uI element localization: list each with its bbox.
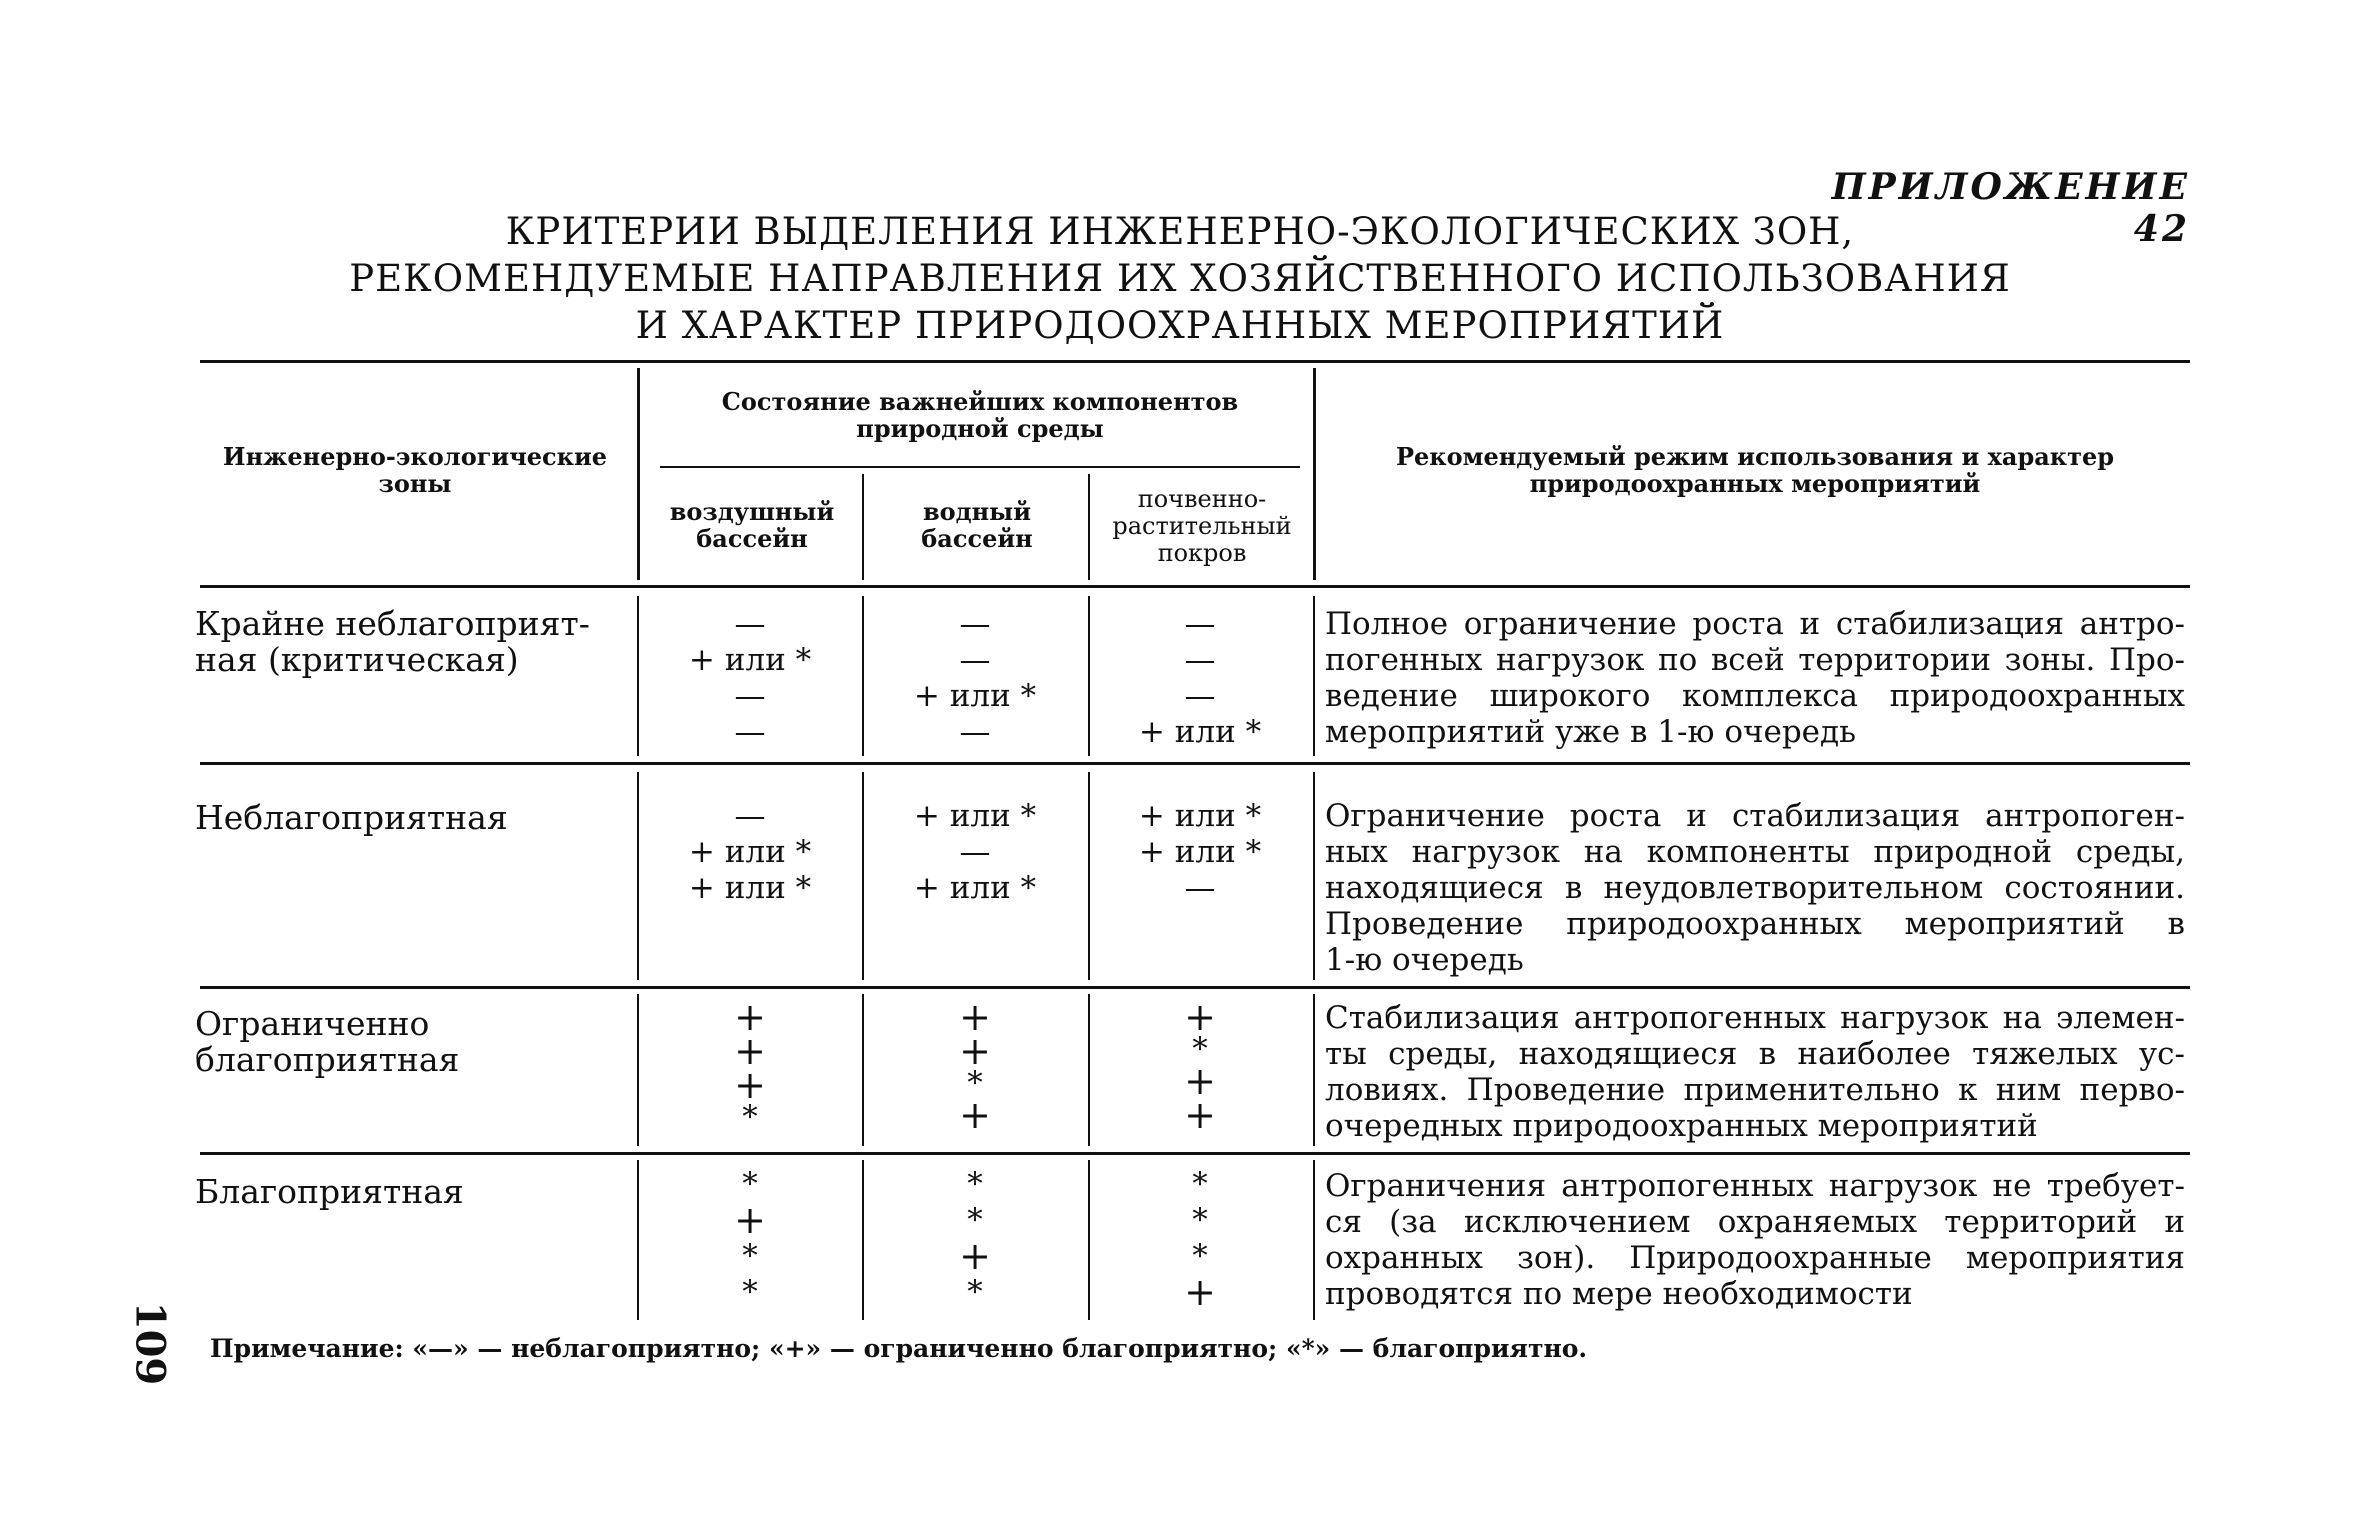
column-rule	[1088, 1160, 1090, 1320]
column-rule	[862, 474, 864, 580]
column-rule	[862, 994, 864, 1146]
table-top-rule	[200, 360, 2190, 363]
title-line: КРИТЕРИИ ВЫДЕЛЕНИЯ ИНЖЕНЕРНО-ЭКОЛОГИЧЕСКИХ ЗОН,	[505, 210, 1855, 253]
zone-label: Крайне неблагоприят- ная (критическая)	[195, 604, 590, 679]
page-title	[300, 208, 2060, 349]
column-rule	[1313, 772, 1315, 980]
column-rule	[1088, 994, 1090, 1146]
title-line: И ХАРАКТЕР ПРИРОДООХРАННЫХ МЕРОПРИЯТИЙ	[635, 304, 1725, 347]
recommendation-text: Стабилизация антропогенных нагрузок на элемен- ты среды, находящиеся в наиболее тяжелых ус- ловиях. Проведение применительно к ним перво- очередных природоохранных мероприятий	[1325, 1000, 2185, 1144]
header-water: водный бассейн	[921, 497, 1033, 553]
air-marks: * + * *	[734, 1166, 766, 1310]
recommendation-text: Ограничение роста и стабилизация антропоген- ных нагрузок на компоненты природной среды, находящиеся в неудовлетворительном состоянии. Проведение природоохранных мероприятий в 1-ю очередь	[1325, 798, 2185, 978]
zone-label: Неблагоприятная	[195, 798, 508, 837]
column-rule	[637, 772, 639, 980]
soil-marks: * * * +	[1184, 1166, 1216, 1314]
footnote: Примечание: «—» — неблагоприятно; «+» — ограниченно благоприятно; «*» — благоприятно.	[210, 1334, 1588, 1363]
soil-marks: + * + +	[1184, 995, 1216, 1137]
title-line: РЕКОМЕНДУЕМЫЕ НАПРАВЛЕНИЯ ИХ ХОЗЯЙСТВЕННОГО ИСПОЛЬЗОВАНИЯ	[349, 257, 2011, 300]
water-marks: * * + *	[959, 1166, 991, 1310]
header-soil: почвенно- растительный покров	[1112, 485, 1292, 567]
column-rule	[637, 596, 639, 756]
column-rule	[862, 1160, 864, 1320]
column-rule	[1313, 994, 1315, 1146]
water-marks: + или * — + или *	[913, 798, 1037, 906]
page-number: 109	[126, 1301, 174, 1386]
column-rule	[1088, 772, 1090, 980]
header-group-rule	[660, 466, 1300, 468]
zone-label: Благоприятная	[195, 1172, 464, 1211]
column-rule	[1088, 474, 1090, 580]
air-marks: — + или * — —	[688, 606, 812, 750]
column-rule	[637, 1160, 639, 1320]
column-rule	[637, 368, 640, 580]
column-rule	[1313, 596, 1315, 756]
header-air: воздушный бассейн	[669, 497, 835, 553]
row-rule	[200, 986, 2190, 989]
column-rule	[862, 772, 864, 980]
recommendation-text: Полное ограничение роста и стабилизация антро- погенных нагрузок по всей территории зоны. Про- ведение широкого комплекса природоохранных мероприятий уже в 1-ю очередь	[1325, 606, 2185, 750]
row-rule	[200, 1152, 2190, 1155]
header-state-group: Состояние важнейших компонентов природной среды	[721, 387, 1239, 443]
zone-label: Ограниченно благоприятная	[195, 1004, 460, 1079]
soil-marks: + или * + или * —	[1138, 798, 1262, 906]
column-rule	[1313, 368, 1316, 580]
header-zones: Инженерно-экологические зоны	[222, 442, 608, 498]
header-recommendation: Рекомендуемый режим использования и характер природоохранных мероприятий	[1395, 442, 2115, 498]
soil-marks: — — — + или *	[1138, 606, 1262, 750]
column-rule	[1088, 596, 1090, 756]
air-marks: — + или * + или *	[688, 798, 812, 906]
column-rule	[1313, 1160, 1315, 1320]
recommendation-text: Ограничения антропогенных нагрузок не требует- ся (за исключением охраняемых территорий и охранных зон). Природоохранные мероприятия проводятся по мере необходимости	[1325, 1168, 2185, 1312]
column-rule	[637, 994, 639, 1146]
header-bottom-rule	[200, 585, 2190, 588]
air-marks: + + + *	[734, 995, 766, 1135]
column-rule	[862, 596, 864, 756]
water-marks: + + * +	[959, 995, 991, 1137]
water-marks: — — + или * —	[913, 606, 1037, 750]
row-rule	[200, 762, 2190, 765]
appendix-label: ПРИЛОЖЕНИЕ 42	[1831, 166, 2190, 250]
